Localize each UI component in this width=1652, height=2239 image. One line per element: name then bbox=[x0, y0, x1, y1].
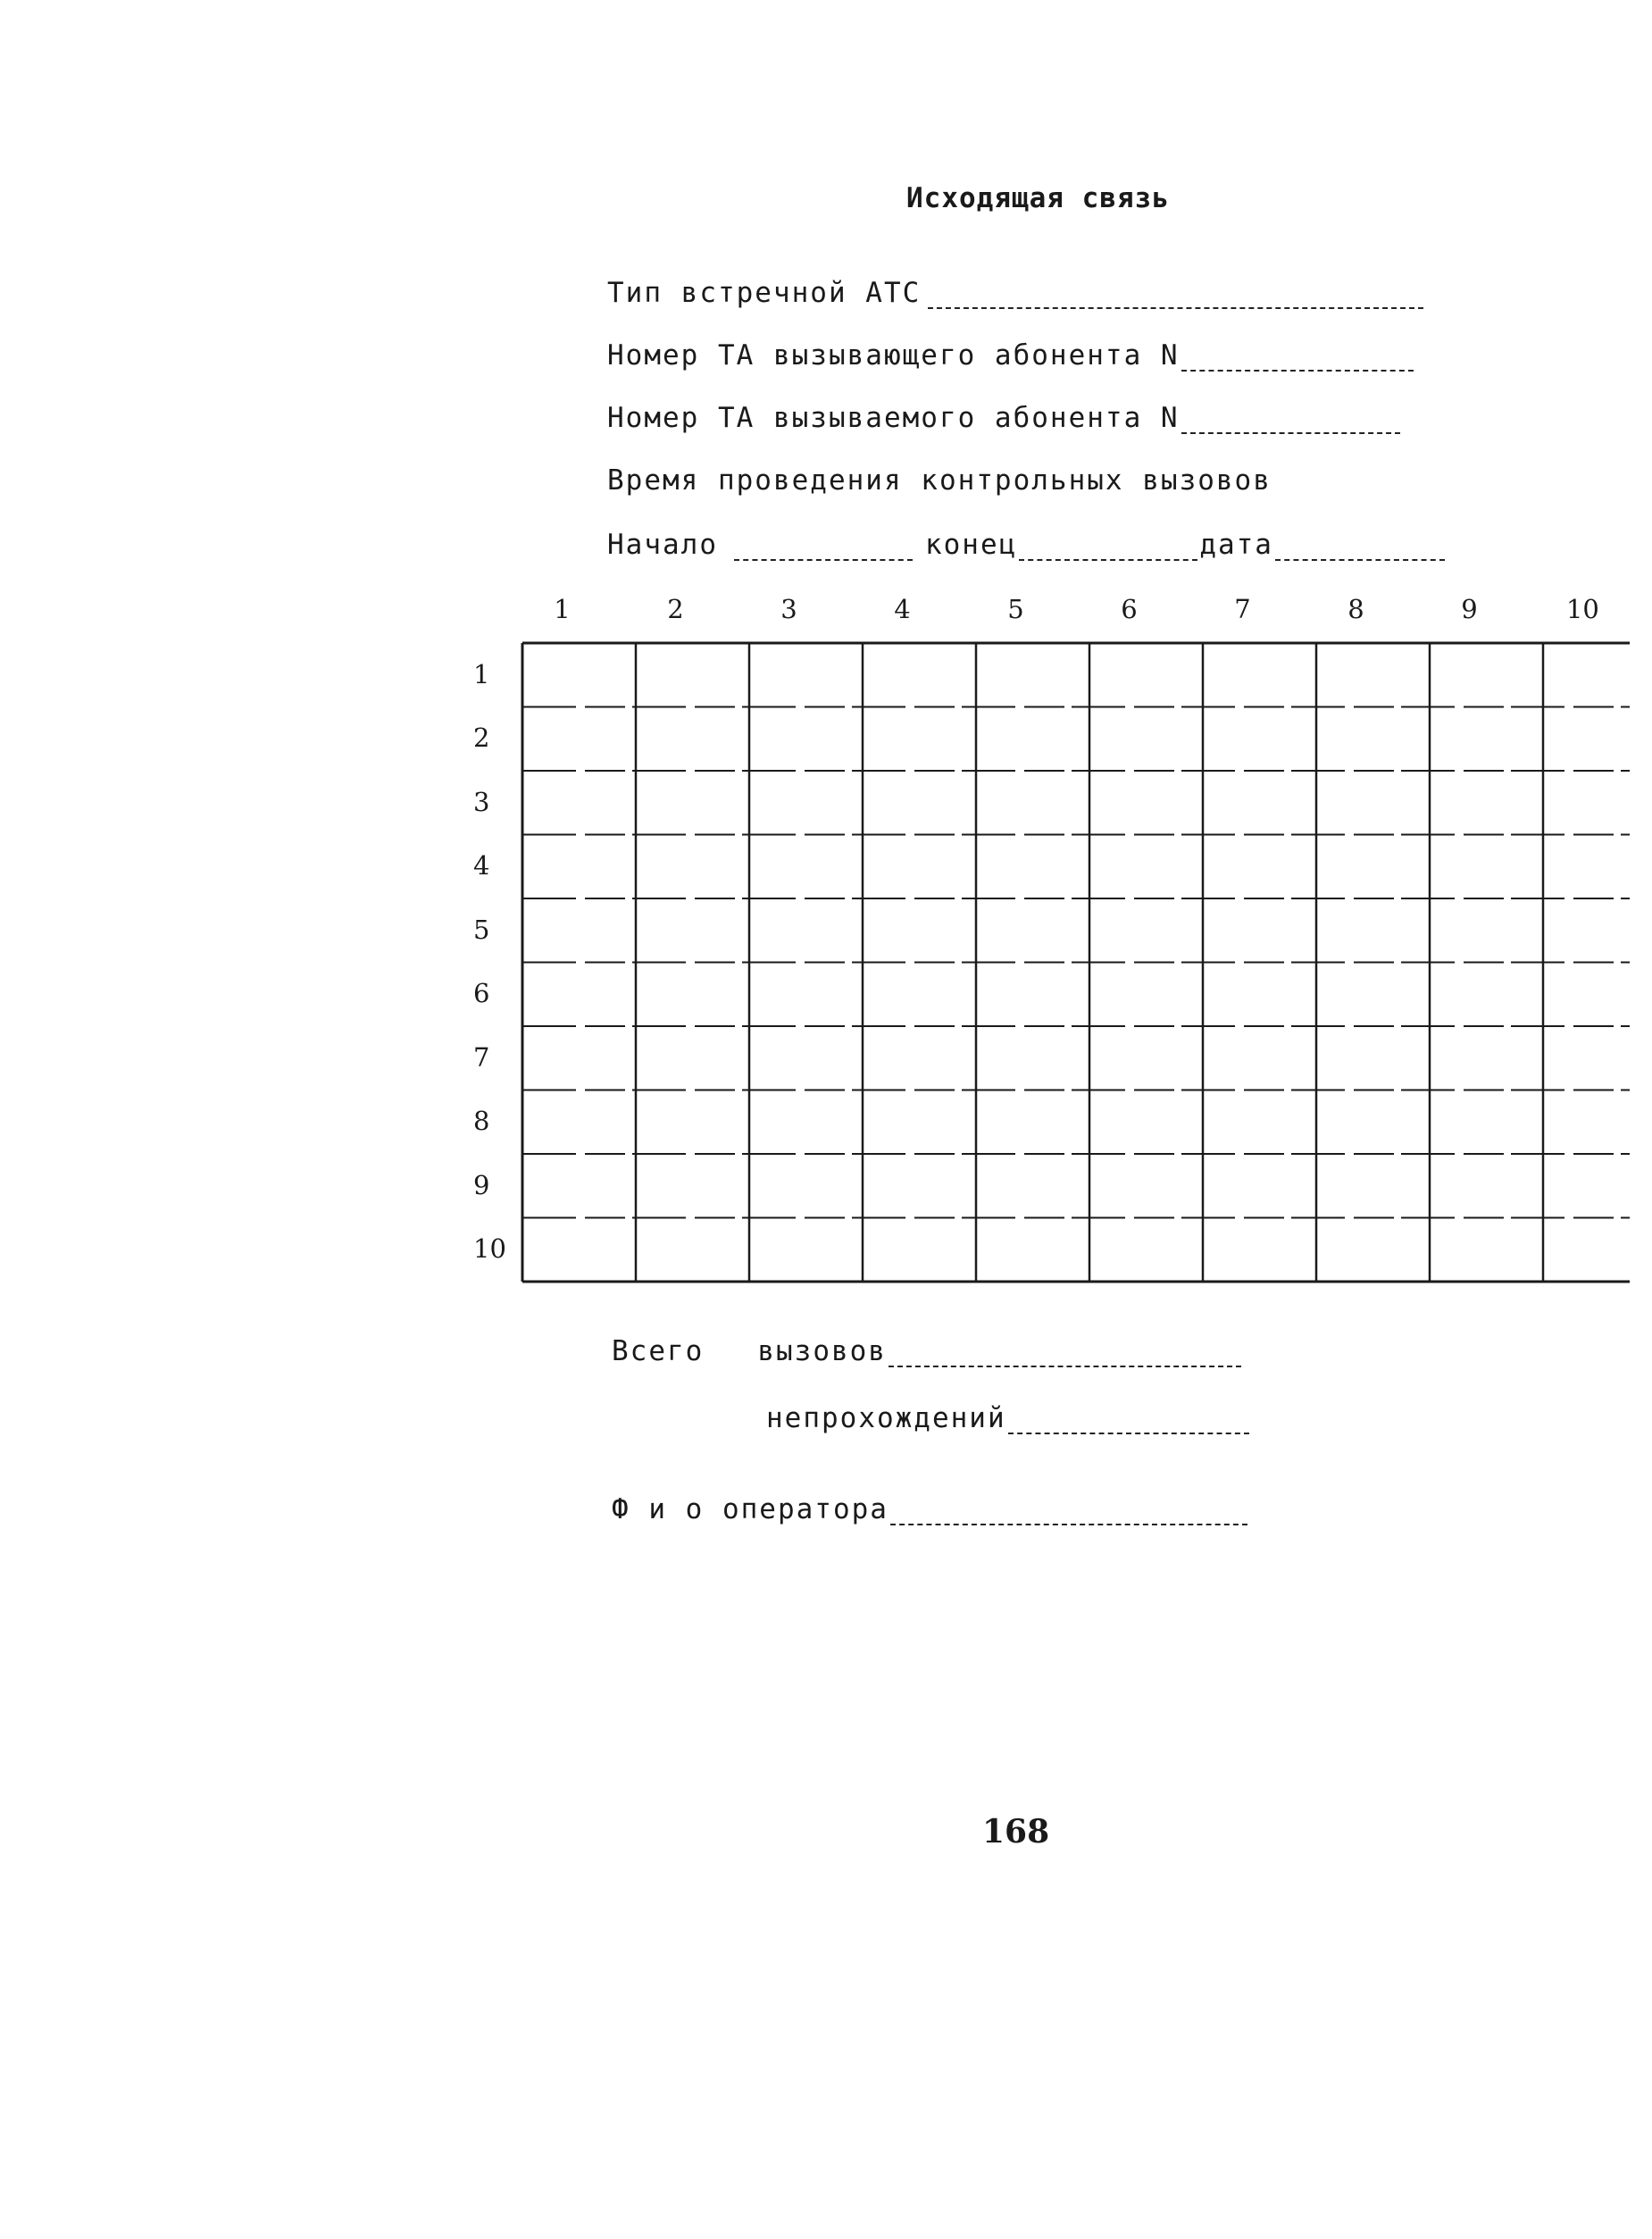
callee-number-blank[interactable] bbox=[1181, 429, 1400, 434]
ats-type-label: Тип встречной АТС bbox=[607, 277, 922, 309]
row-label: 5 bbox=[473, 914, 490, 945]
caller-number-blank[interactable] bbox=[1181, 366, 1414, 372]
total-label: Всего bbox=[612, 1335, 705, 1367]
column-label: 5 bbox=[1007, 594, 1024, 624]
row-label: 7 bbox=[473, 1041, 490, 1073]
row-label: 4 bbox=[473, 850, 490, 881]
call-grid-lines bbox=[469, 594, 1630, 1304]
end-label: конец bbox=[924, 529, 1018, 561]
column-label: 2 bbox=[667, 594, 684, 624]
call-grid bbox=[469, 594, 1630, 1304]
operator-label: Ф и о оператора bbox=[612, 1493, 889, 1525]
start-blank[interactable] bbox=[734, 556, 913, 561]
column-label: 9 bbox=[1461, 594, 1478, 624]
end-blank[interactable] bbox=[1019, 556, 1197, 561]
row-label: 9 bbox=[473, 1169, 490, 1200]
calls-label: вызовов bbox=[757, 1335, 887, 1367]
call-time-heading bbox=[607, 464, 1272, 497]
operator-blank[interactable] bbox=[890, 1520, 1247, 1525]
column-label: 10 bbox=[1565, 594, 1599, 624]
row-label: 6 bbox=[473, 978, 490, 1009]
start-label: Начало bbox=[607, 529, 718, 561]
column-label: 3 bbox=[780, 594, 797, 624]
row-label: 3 bbox=[473, 786, 490, 817]
date-blank[interactable] bbox=[1275, 556, 1445, 561]
column-label: 1 bbox=[554, 594, 571, 624]
ats-type-blank[interactable] bbox=[928, 304, 1423, 309]
date-label: дата bbox=[1199, 529, 1273, 561]
total-calls-blank[interactable] bbox=[889, 1362, 1241, 1367]
page-number: 168 bbox=[982, 1813, 1050, 1851]
caller-number-label: Номер ТА вызывающего абонента N bbox=[607, 339, 1180, 372]
row-label: 8 bbox=[473, 1106, 490, 1137]
column-label: 8 bbox=[1347, 594, 1364, 624]
call-time-heading-label: Время проведения контрольных вызовов bbox=[607, 464, 1272, 497]
callee-number-field bbox=[607, 402, 1400, 434]
column-label: 4 bbox=[894, 594, 911, 624]
row-label: 10 bbox=[473, 1233, 506, 1265]
column-label: 6 bbox=[1121, 594, 1138, 624]
operator-field bbox=[612, 1493, 1247, 1525]
failures-label: непрохождений bbox=[766, 1402, 1006, 1434]
caller-number-field bbox=[607, 339, 1414, 372]
page-title: Исходящая связь bbox=[906, 182, 1170, 214]
row-label: 1 bbox=[473, 658, 490, 689]
failures-blank[interactable] bbox=[1008, 1429, 1249, 1434]
failures-field bbox=[766, 1402, 1249, 1434]
column-label: 7 bbox=[1234, 594, 1251, 624]
callee-number-label: Номер ТА вызываемого абонента N bbox=[607, 402, 1180, 434]
row-label: 2 bbox=[473, 723, 490, 754]
call-time-row bbox=[607, 529, 1445, 561]
ats-type-field bbox=[607, 277, 1423, 309]
total-calls-field bbox=[612, 1335, 1241, 1367]
